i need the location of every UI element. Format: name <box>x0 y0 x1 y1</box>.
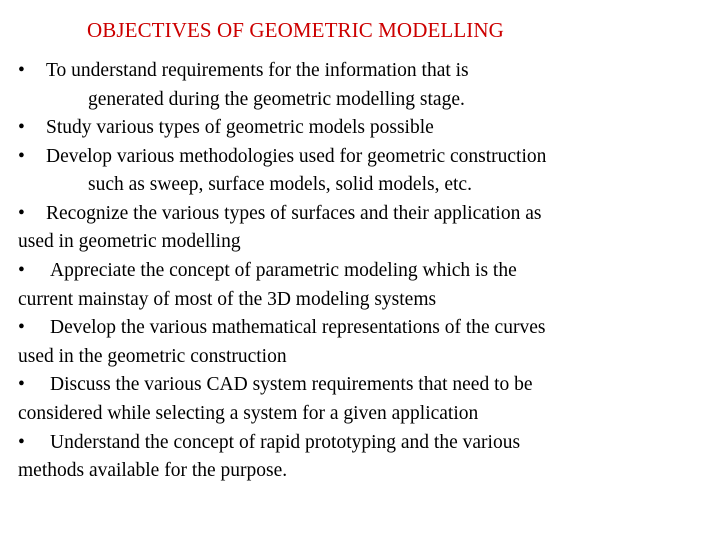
bullet-item-5 <box>18 257 517 285</box>
bullet-item-2 <box>18 114 434 142</box>
page-title: OBJECTIVES OF GEOMETRIC MODELLING <box>87 18 504 42</box>
bullet-continuation: considered while selecting a system for a given application <box>18 403 479 424</box>
bullet-continuation: methods available for the purpose. <box>18 460 288 481</box>
bullet-text: Discuss the various CAD system requirements that need to be <box>50 374 533 395</box>
bullet-item-1 <box>18 57 469 85</box>
bullet-item-3 <box>18 143 546 171</box>
bullet-item-6 <box>18 314 545 342</box>
bullet-continuation: generated during the geometric modelling stage. <box>88 89 465 110</box>
bullet-text: Recognize the various types of surfaces and their application as <box>46 203 542 224</box>
bullet-icon: • <box>18 432 25 453</box>
bullet-icon: • <box>18 117 25 138</box>
bullet-text: Study various types of geometric models possible <box>46 117 434 138</box>
bullet-icon: • <box>18 60 25 81</box>
bullet-continuation: used in the geometric construction <box>18 346 287 367</box>
bullet-icon: • <box>18 203 25 224</box>
bullet-text: Appreciate the concept of parametric modeling which is the <box>50 260 517 281</box>
bullet-text: Develop the various mathematical representations of the curves <box>50 317 546 338</box>
bullet-continuation: such as sweep, surface models, solid models, etc. <box>88 174 472 195</box>
bullet-icon: • <box>18 374 25 395</box>
bullet-text: Develop various methodologies used for geometric construction <box>46 146 547 167</box>
bullet-icon: • <box>18 146 25 167</box>
bullet-icon: • <box>18 317 25 338</box>
bullet-continuation: current mainstay of most of the 3D modeling systems <box>18 289 437 310</box>
bullet-item-4 <box>18 200 541 228</box>
bullet-continuation: used in geometric modelling <box>18 231 241 252</box>
bullet-item-7 <box>18 371 533 399</box>
bullet-text: To understand requirements for the information that is <box>46 60 469 81</box>
bullet-item-8 <box>18 429 520 457</box>
bullet-text: Understand the concept of rapid prototyping and the various <box>50 432 521 453</box>
bullet-icon: • <box>18 260 25 281</box>
